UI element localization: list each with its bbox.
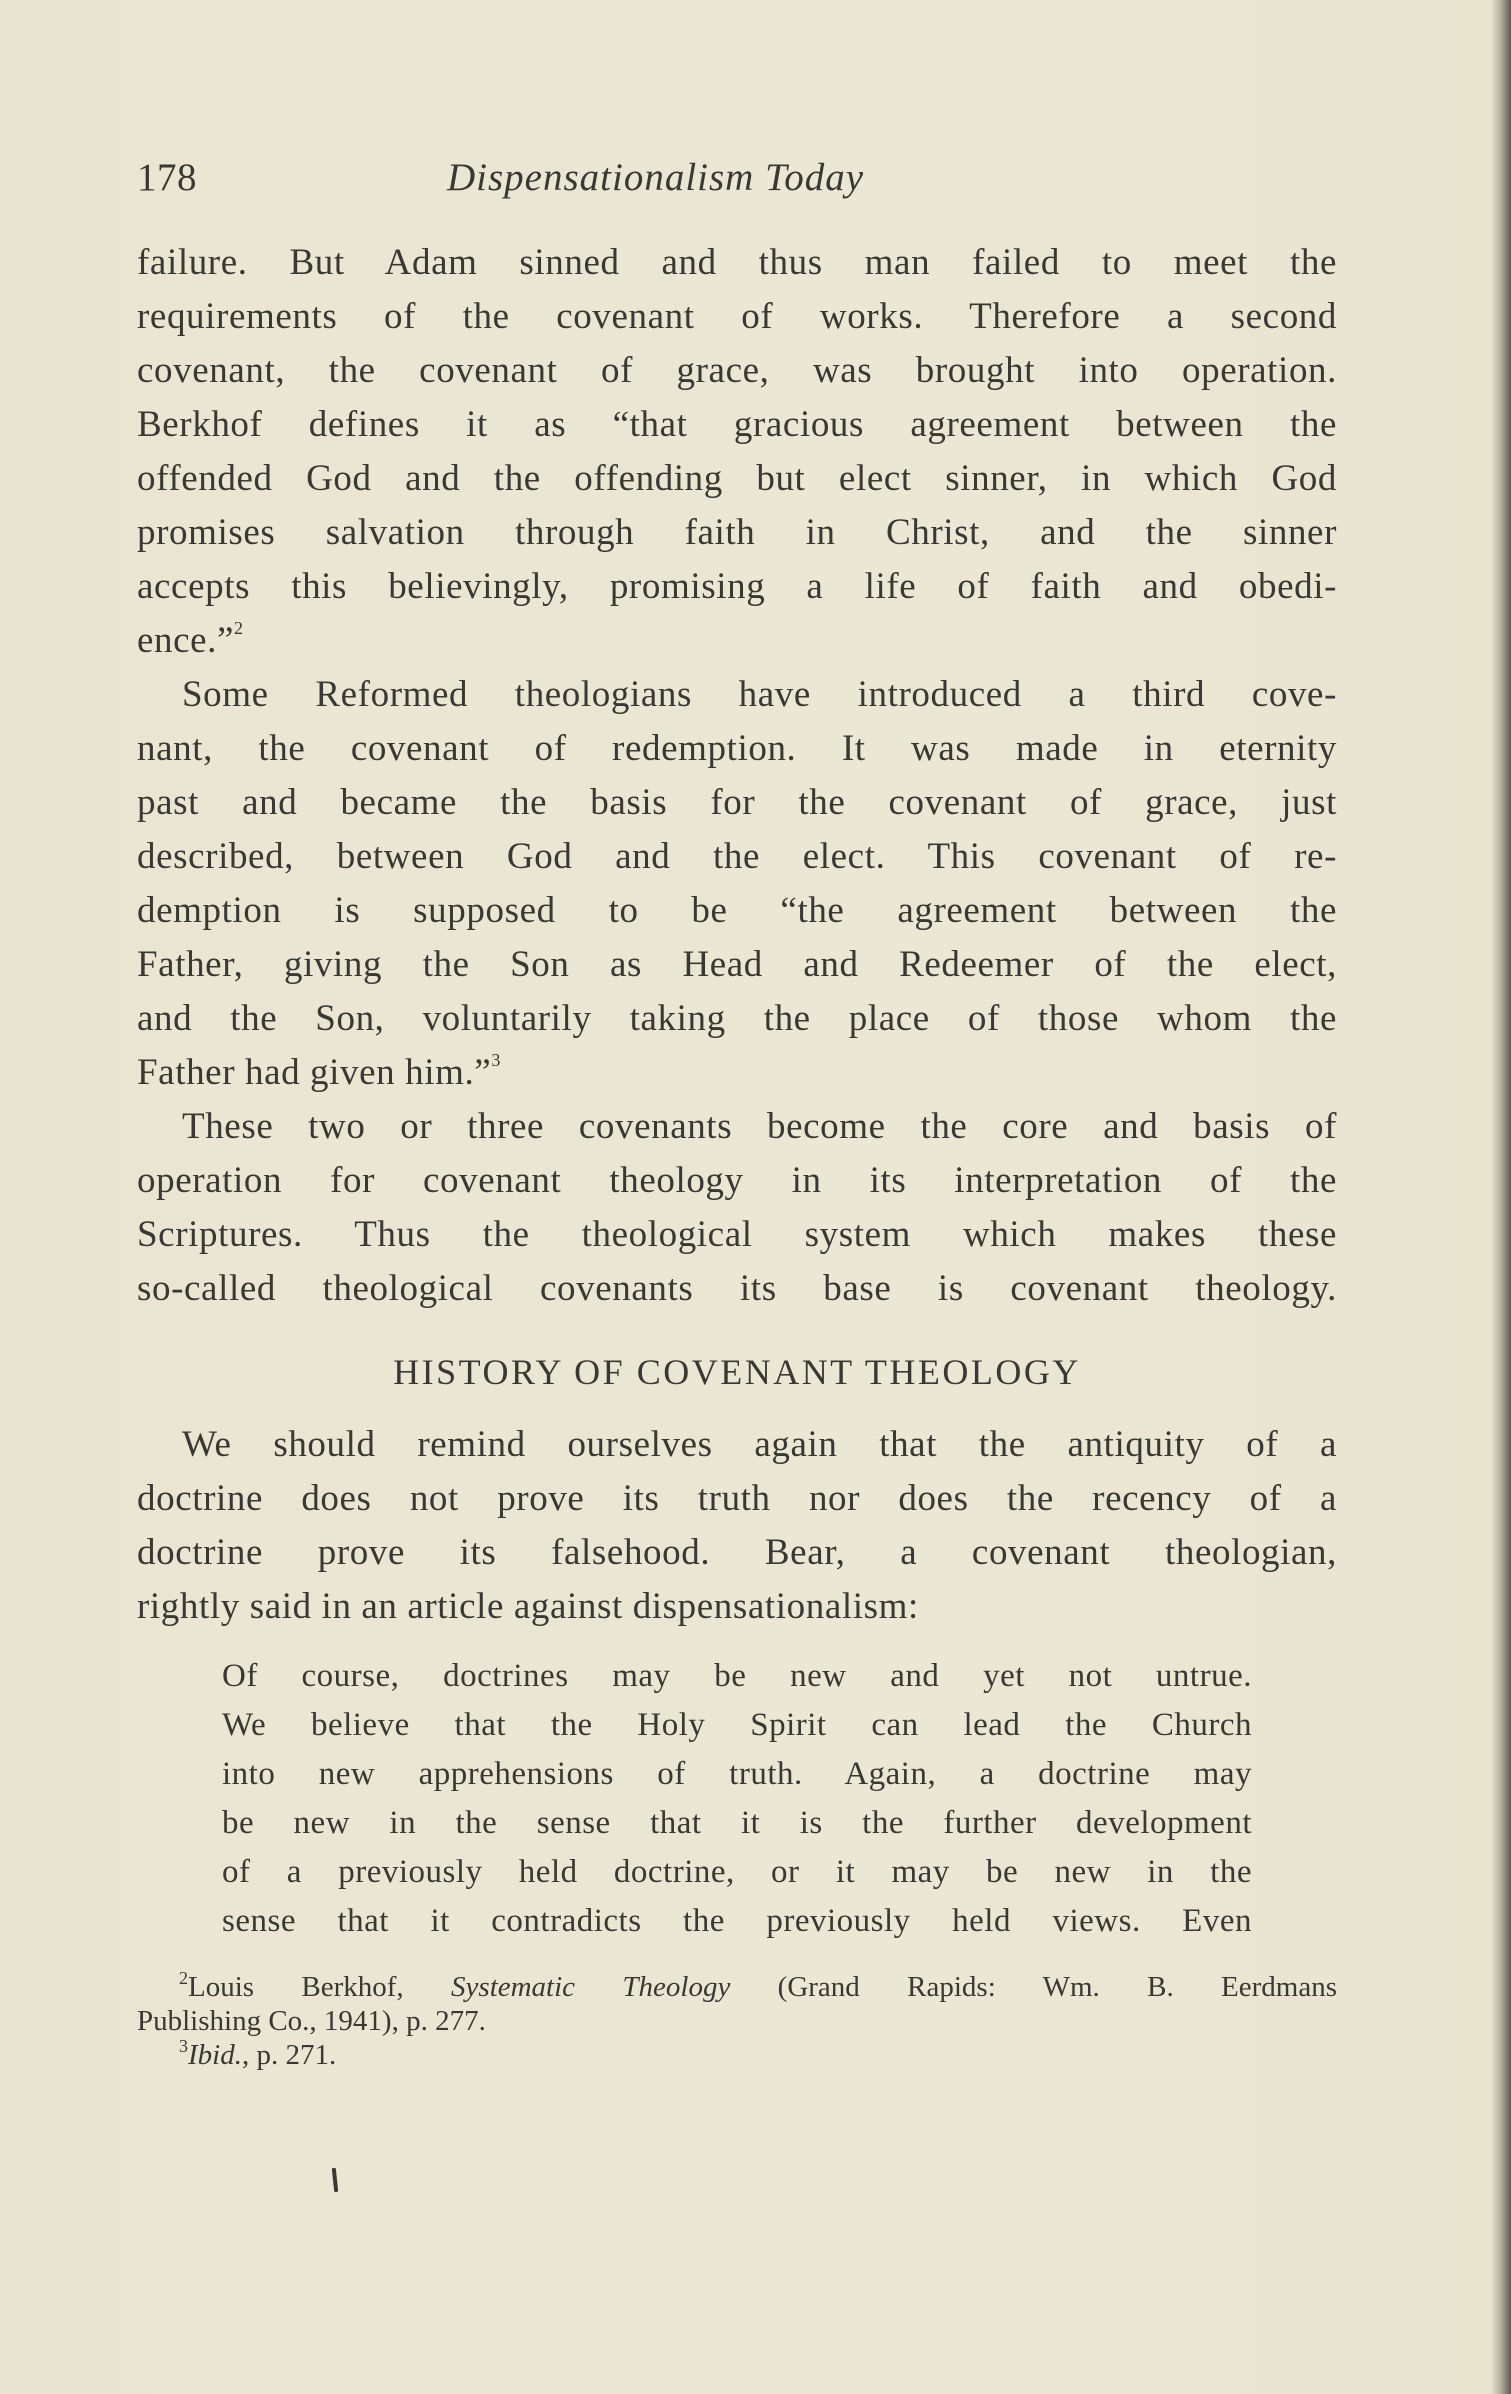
quote-line: of a previously held doctrine, or it may be new in the <box>222 1854 1252 1890</box>
text-line: Berkhof defines it as “that gracious agreement between the <box>137 404 1337 445</box>
footnote-page: , p. 271. <box>241 2039 337 2071</box>
footnote-publisher: (Grand Rapids: Wm. B. Eerdmans <box>730 1971 1337 2003</box>
footnote-marker: 2 <box>179 1968 188 1988</box>
text-line: These two or three covenants become the core and basis of <box>182 1106 1337 1147</box>
text-line: Some Reformed theologians have introduced a third cove- <box>182 674 1337 715</box>
body-text-lower <box>137 1418 1337 1634</box>
text-line: operation for covenant theology in its interpretation of the <box>137 1160 1337 1201</box>
page-number: 178 <box>137 156 197 199</box>
page-edge-shadow <box>1491 0 1511 2394</box>
text-fragment: Father had given him.” <box>137 1052 492 1093</box>
text-line: past and became the basis for the covenant of grace, just <box>137 782 1337 823</box>
footnote-title: Systematic Theology <box>451 1971 731 2003</box>
text-line: offended God and the offending but elect sinner, in which God <box>137 458 1337 499</box>
footnote-marker: 3 <box>179 2036 188 2056</box>
quote-line: sense that it contradicts the previously held views. Even <box>222 1903 1252 1939</box>
stray-ink-mark <box>332 2168 338 2192</box>
text-line: Father, giving the Son as Head and Redeemer of the elect, <box>137 944 1337 985</box>
running-head <box>137 155 1337 215</box>
footnotes <box>137 1970 1337 2072</box>
section-heading: HISTORY OF COVENANT THEOLOGY <box>393 1352 1081 1392</box>
quote-line: be new in the sense that it is the further development <box>222 1805 1252 1841</box>
text-line: nant, the covenant of redemption. It was made in eternity <box>137 728 1337 769</box>
text-line: covenant, the covenant of grace, was brought into operation. <box>137 350 1337 391</box>
text-line: failure. But Adam sinned and thus man failed to meet the <box>137 242 1337 283</box>
text-line: doctrine prove its falsehood. Bear, a covenant theologian, <box>137 1532 1337 1573</box>
footnote-reference: 2 <box>234 618 244 638</box>
text-line: We should remind ourselves again that the antiquity of a <box>182 1424 1337 1465</box>
text-line: requirements of the covenant of works. Therefore a second <box>137 296 1337 337</box>
text-line <box>137 614 1337 668</box>
footnote-2-continued: Publishing Co., 1941), p. 277. <box>137 2005 486 2037</box>
text-line: accepts this believingly, promising a life of faith and obedi- <box>137 566 1337 607</box>
running-title: Dispensationalism Today <box>447 156 865 199</box>
footnote-author: Louis Berkhof, <box>188 1971 452 2003</box>
block-quote <box>222 1652 1252 1946</box>
text-line: and the Son, voluntarily taking the place of those whom the <box>137 998 1337 1039</box>
body-text-upper <box>137 236 1337 1316</box>
footnote-title: Ibid. <box>188 2039 242 2071</box>
text-line: doctrine does not prove its truth nor does the recency of a <box>137 1478 1337 1519</box>
text-line: promises salvation through faith in Christ, and the sinner <box>137 512 1337 553</box>
text-line: rightly said in an article against dispensationalism: <box>137 1586 919 1627</box>
quote-line: into new apprehensions of truth. Again, a doctrine may <box>222 1756 1252 1792</box>
text-line <box>137 1046 1337 1100</box>
text-fragment: ence.” <box>137 620 235 661</box>
quote-line: Of course, doctrines may be new and yet not untrue. <box>222 1658 1252 1694</box>
footnote-reference: 3 <box>491 1050 501 1070</box>
text-line: described, between God and the elect. This covenant of re- <box>137 836 1337 877</box>
text-line: demption is supposed to be “the agreement between the <box>137 890 1337 931</box>
footnote-3 <box>137 2038 1337 2072</box>
text-line: so-called theological covenants its base is covenant theology. <box>137 1268 1337 1309</box>
quote-line: We believe that the Holy Spirit can lead the Church <box>222 1707 1252 1743</box>
footnote-2 <box>137 1970 1337 2004</box>
text-line: Scriptures. Thus the theological system which makes these <box>137 1214 1337 1255</box>
